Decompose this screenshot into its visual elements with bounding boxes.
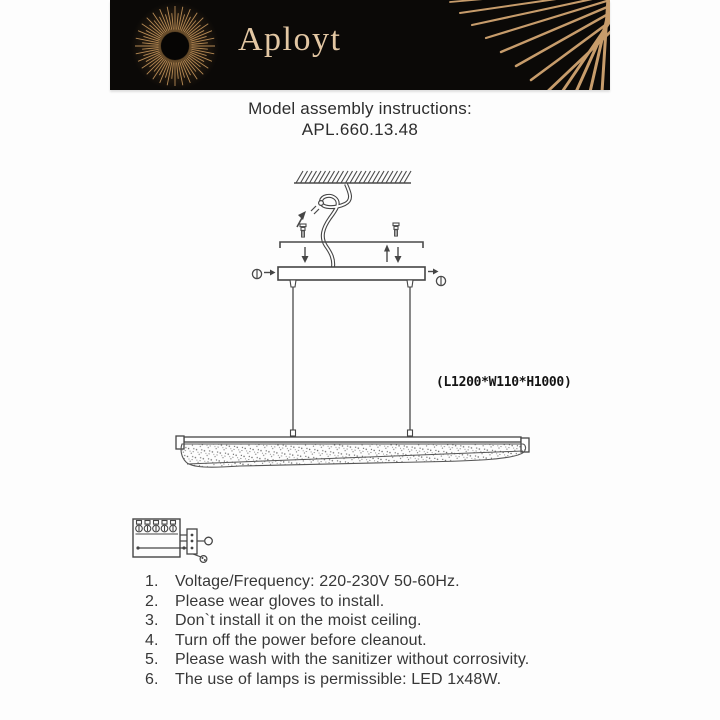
rays-decoration-icon xyxy=(110,0,610,90)
instruction-item xyxy=(145,670,605,690)
instruction-number: 3. xyxy=(145,612,159,630)
wiring-diagram xyxy=(128,512,224,568)
instruction-number: 5. xyxy=(145,651,159,669)
model-number: APL.660.13.48 xyxy=(301,120,419,139)
lamp-body xyxy=(176,436,529,467)
instruction-text: The use of lamps is permissible: LED 1x48W. xyxy=(175,670,502,688)
instruction-item xyxy=(145,631,605,651)
instruction-item xyxy=(145,592,605,612)
dimensions-label: (L1200*W110*H1000) xyxy=(436,375,572,390)
side-screw-right-icon xyxy=(428,269,446,287)
instruction-text: Don`t install it on the moist ceiling. xyxy=(175,612,422,630)
instruction-list xyxy=(145,572,605,690)
up-arrow-icon xyxy=(384,245,390,263)
assembly-diagram xyxy=(150,160,620,490)
side-screw-left-icon xyxy=(252,269,275,279)
ceiling-hatch xyxy=(296,171,411,183)
instruction-number: 1. xyxy=(145,573,159,590)
terminal-screws xyxy=(136,521,177,532)
instruction-item xyxy=(145,611,605,631)
page-title: Model assembly instructions: xyxy=(248,99,472,118)
brand-banner xyxy=(110,0,610,90)
power-cable xyxy=(311,184,350,267)
anchor-screw-right-icon xyxy=(393,223,399,236)
instruction-number: 4. xyxy=(145,631,159,649)
suspension-wires xyxy=(290,280,413,436)
instruction-item xyxy=(145,650,605,670)
instruction-text: Turn off the power before cleanout. xyxy=(175,631,427,649)
mounting-bracket xyxy=(280,242,423,248)
instruction-number: 6. xyxy=(145,670,159,688)
ring-terminal-icon xyxy=(205,537,213,545)
screw-down-arrow-right-icon xyxy=(395,247,402,263)
anchor-screw-left-icon xyxy=(300,224,306,237)
ground-screw-icon xyxy=(200,556,207,563)
instruction-text: Please wear gloves to install. xyxy=(175,592,385,610)
canopy-plate xyxy=(278,267,425,280)
instruction-text: Voltage/Frequency: 220-230V 50-60Hz. xyxy=(175,573,460,590)
screw-down-arrow-left-icon xyxy=(302,247,309,263)
doc-heading xyxy=(0,98,720,140)
instruction-text: Please wash with the sanitizer without corrosivity. xyxy=(175,651,530,669)
brand-wordmark: Aployt xyxy=(238,21,342,58)
instruction-number: 2. xyxy=(145,592,159,610)
instruction-item xyxy=(145,572,605,592)
arrow-up-icon xyxy=(297,211,306,227)
